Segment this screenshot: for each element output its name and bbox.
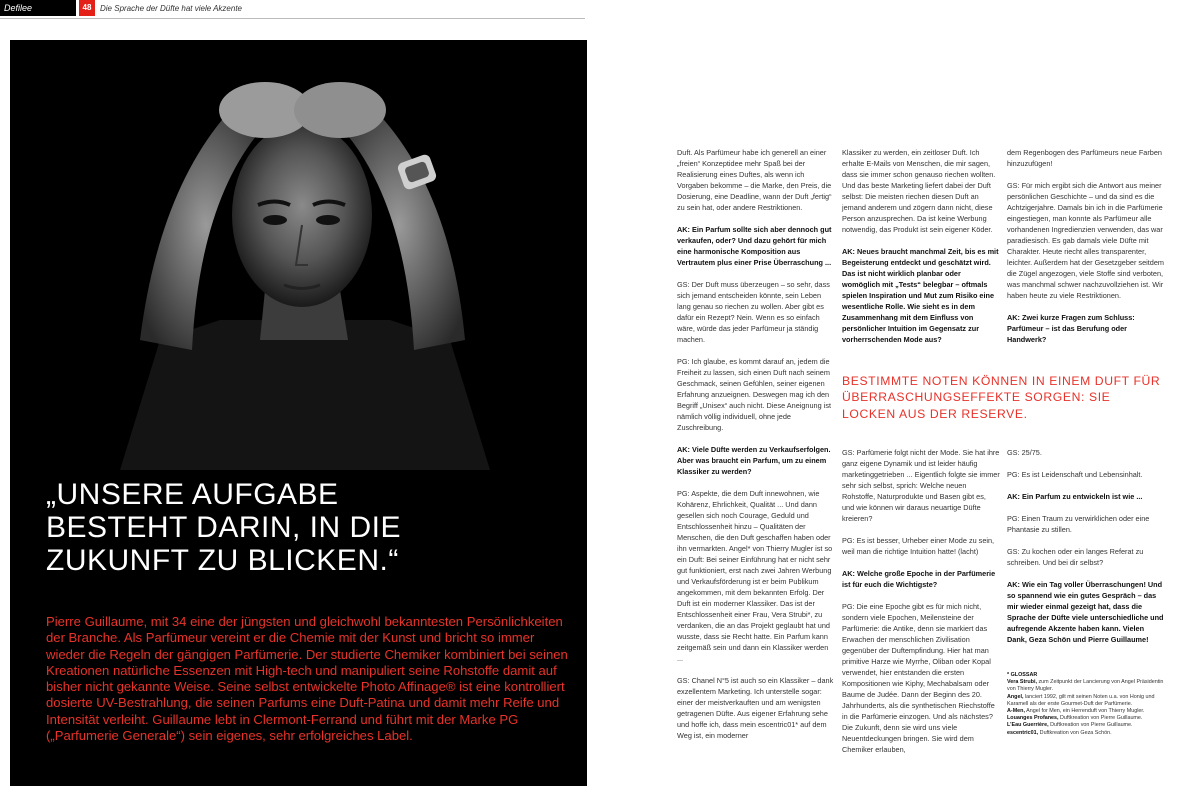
headline-quote	[46, 478, 566, 577]
glossary-term: Louanges Profanes,	[1007, 715, 1059, 722]
glossary-heading: * GLOSSAR	[1007, 672, 1038, 678]
glossary-definition: Duftkreation von Geza Schön.	[1038, 729, 1112, 736]
glossary-definition: Angel for Men, ein Herrenduft von Thierry Mugler.	[1024, 708, 1145, 715]
interview-answer: PG: Aspekte, die dem Duft innewohnen, wie Kohärenz, Ehrlichkeit, Qualität ... Und dann gesellen sich noch Courage, Geduld und Entschlossenheit hinzu – Qualitäten der Menschen, die den Duft geschaffen haben oder ihn vermarkten. Angel* von Thierry Mugler ist so ein Duft: Bei seiner Einführung hat er nicht sehr gut funktioniert, erst nach zwei Jahren Werbung und Verkaufsförderung ist er beim Publikum angekommen, mit dem bekannten Erfolg. Der Duft ist ein moderner Klassiker. Das ist der Entschlossenheit einer Frau, Vera Strubi*, zu verdanken, die an das Projekt geglaubt hat und wusste, dass sie Recht hatte. Ein Parfum kann zeitgemäß sein und dann ein Klassiker werden ...	[677, 489, 833, 663]
glossary-term: Vera Strubi,	[1007, 679, 1037, 686]
interview-question: AK: Zwei kurze Fragen zum Schluss: Parfümeur – ist das Berufung oder Handwerk?	[1007, 313, 1135, 344]
quote-line: BESTEHT DARIN, IN DIE	[46, 511, 402, 544]
interview-answer: GS: Parfümerie folgt nicht der Mode. Sie hat ihre ganz eigene Dynamik und ist leider häufig marketinggetrieben ... Eigentlich folgte sie immer sehr sich selbst, sprich: Welche neuen Rohstoffe, Naturprodukte und Basen gibt es, und wie können wir daraus neuartige Düfte kreieren?	[842, 448, 1000, 523]
interview-question: AK: Viele Düfte werden zu Verkaufserfolgen. Aber was braucht ein Parfum, um zu einem Klassiker zu werden?	[677, 445, 831, 476]
text-column-3	[1007, 147, 1165, 356]
left-page	[10, 40, 587, 786]
glossary-definition: lanciert 1992, gilt mit seinen Noten u.a. von Honig und Karamell als der erste Gourmet-Duft der Parfümerie.	[1007, 693, 1155, 707]
interview-question: AK: Wie ein Tag voller Überraschungen! Und so spannend wie ein gutes Gespräch – das mir wieder einmal gezeigt hat, dass die Sprache der Düfte viele unterschiedliche und aufregende Akzente haben kann. Vielen Dank, Geza Schön und Pierre Guillaume!	[1007, 580, 1164, 644]
interview-question: AK: Ein Parfum zu entwickeln ist wie ...	[1007, 492, 1143, 501]
interview-question: AK: Ein Parfum sollte sich aber dennoch gut verkaufen, oder? Und dazu gehört für mich eine harmonische Komposition aus Vertrautem plus einer Prise Überraschung ...	[677, 225, 832, 267]
interview-answer: PG: Einen Traum zu verwirklichen oder eine Phantasie zu stillen.	[1007, 514, 1150, 534]
interview-answer: Klassiker zu werden, ein zeitloser Duft. Ich erhalte E-Mails von Menschen, die mir sagen, dass sie immer schon genauso riechen wollten. Und das beste Marketing liefert dabei der Duft selbst: Die meisten riechen diesen Duft an jemand anderem und zögern dann nicht, diese Person anzusprechen. Da ist keine Werbung notwendig, das Produkt ist sein eigener Köder.	[842, 148, 996, 234]
interview-answer: GS: Für mich ergibt sich die Antwort aus meiner persönlichen Geschichte – und da sind es die Achtzigerjahre. Damals bin ich in die Parfümerie eingestiegen, man konnte als Parfümeur alle vorhandenen Ingredienzien verwenden, das war paradiesisch. Es gab damals viele Düfte mit Charakter. Heute riecht alles transparenter, leichter. Außerdem hat der Gesetzgeber seitdem die Zügel angezogen, viele Stoffe sind verboten, was manchmal schwer nachzuvollziehen ist. Wir haben heute zu viele Restriktionen.	[1007, 181, 1164, 300]
quote-line: ZUKUNFT ZU BLICKEN.“	[46, 544, 399, 577]
glossary-entry	[1007, 715, 1167, 722]
glossary-entry	[1007, 708, 1167, 715]
glossary-definition: Duftkreation von Pierre Guillaume.	[1048, 722, 1133, 729]
glossary-term: L’Eau Guerrière,	[1007, 722, 1049, 729]
glossary-definition: Duftkreation von Pierre Guillaume.	[1058, 715, 1143, 722]
quote-line: „UNSERE AUFGABE	[46, 478, 339, 511]
glossary-term: Angel,	[1007, 693, 1024, 700]
interview-answer: PG: Es ist besser, Urheber einer Mode zu sein, weil man die richtige Intuition hatte! (lacht)	[842, 536, 995, 556]
interview-answer: GS: Chanel N°5 ist auch so ein Klassiker – dank exzellentem Marketing. Ich unterstelle sogar: einer der meistverkauften und am wenigsten getragenen Düfte. Aus eigener Erfahrung sehe und hoffe ich, dass mein escentric01* auf dem Weg ist, ein moderner	[677, 676, 834, 740]
glossary-entries	[1007, 679, 1167, 737]
text-column-3-lower	[1007, 447, 1165, 656]
glossary-entry	[1007, 722, 1167, 729]
interview-answer: dem Regenbogen des Parfümeurs neue Farben hinzuzufügen!	[1007, 148, 1162, 168]
text-column-2-lower	[842, 447, 1000, 766]
glossary-term: escentric01,	[1007, 729, 1039, 736]
interview-answer: GS: Zu kochen oder ein langes Referat zu schreiben. Und bei dir selbst?	[1007, 547, 1144, 567]
interview-answer: PG: Die eine Epoche gibt es für mich nicht, sondern viele Epochen, Meilensteine der Parfümerie: die Antike, denn sie markiert das Erwachen der menschlichen Zivilisation gegenüber der Duftempfindung. Hier hat man primitive Harze wie Myrrhe, Oliban oder Kopal verwendet, hier entstanden die ersten Kompositionen wie Kiphy, Mechabalsam oder Baume de Judée. Dann der Beginn des 20. Jahrhunderts, als die synthetischen Riechstoffe in die Parfümerie einzogen. Und als nächstes? Die Zukunft, denn sie wird uns viele Neuentdeckungen bringen. Sie wird dem Chemiker erlauben,	[842, 602, 995, 754]
interview-answer: GS: 25/75.	[1007, 448, 1042, 457]
interview-question: AK: Neues braucht manchmal Zeit, bis es mit Begeisterung entdeckt und geschätzt wird. Das ist nicht wirklich planbar oder womöglich mit „Tests“ belegbar – oftmals spielen Inspiration und Mut zum Risiko eine wesentliche Rolle. Wie sieht es in dem Zusammenhang mit dem Einfluss von persönlicher Intuition im Gegensatz zur vorherrschenden Mode aus?	[842, 247, 999, 344]
text-column-1	[677, 147, 835, 752]
glossary	[1007, 672, 1167, 737]
interview-question: AK: Welche große Epoche in der Parfümerie ist für euch die Wichtigste?	[842, 569, 996, 589]
text-column-2	[842, 147, 1000, 356]
running-header	[0, 0, 242, 16]
interview-answer: Duft. Als Parfümeur habe ich generell an einer „freien“ Konzeptidee mehr Spaß bei der Realisierung eines Duftes, als wenn ich Vorgaben bekomme – die Marke, den Preis, die Dosierung, eine Deadline, wann der Duft „fertig“ zu sein hat, oder andere Restriktionen.	[677, 148, 832, 212]
portrait-photo	[10, 40, 587, 470]
glossary-entry	[1007, 730, 1167, 737]
interview-answer: PG: Es ist Leidenschaft und Lebensinhalt.	[1007, 470, 1143, 479]
interview-answer: PG: Ich glaube, es kommt darauf an, jedem die Freiheit zu lassen, sich einen Duft nach seinem Geschmack, seinen Gefühlen, seiner eigenen Erfahrung anzueignen. Deswegen mag ich den Begriff „Unisex“ auch nicht. Diese Aneignung ist nämlich völlig individuell, ohne jede Zuschreibung.	[677, 357, 831, 432]
pull-quote: BESTIMMTE NOTEN KÖNNEN IN EINEM DUFT FÜR ÜBERRASCHUNGSEFFEKTE SORGEN: SIE LOCKEN AUS DER RESERVE.	[842, 374, 1161, 421]
glossary-entry	[1007, 679, 1167, 693]
glossary-definition: zum Zeitpunkt der Lancierung von Angel Präsidentin von Thierry Mugler.	[1007, 679, 1164, 693]
intro-text: Pierre Guillaume, mit 34 eine der jüngsten und gleichwohl bekanntesten Persönlichkeiten der Branche. Als Parfümeur vereint er die Chemie mit der Kunst und bricht so immer wieder die Regeln der gängigen Parfümerie. Der studierte Chemiker kombiniert bei seinen Kreationen natürliche Essenzen mit High-tech und manipuliert seine Rohstoffe damit auf bisher nicht gekannte Weise. Seine selbst entwickelte Photo Affinage® ist eine kontrolliert dosierte UV-Bestrahlung, die seinen Parfums eine Duft-Patina und damit mehr Reife und Intensität verleiht. Guillaume lebt in Clermont-Ferrand und führt mit der Marke PG („Parfumerie Generale“) sein eigenes, sehr erfolgreiches Label.	[46, 614, 568, 744]
interview-answer: GS: Der Duft muss überzeugen – so sehr, dass sich jemand entscheiden könnte, sein Leben lang genau so riechen zu wollen. Aber gibt es dafür ein Rezept? Nein. Wenn es so einfach wäre, würde das jeder Parfümeur ja ständig machen.	[677, 280, 830, 344]
running-title: Die Sprache der Düfte hat viele Akzente	[100, 3, 243, 13]
page-number: 48	[79, 0, 95, 16]
glossary-term: A-Men,	[1007, 708, 1025, 715]
section-label: Defilee	[0, 0, 76, 16]
header-rule	[0, 18, 585, 19]
glossary-entry	[1007, 694, 1167, 708]
